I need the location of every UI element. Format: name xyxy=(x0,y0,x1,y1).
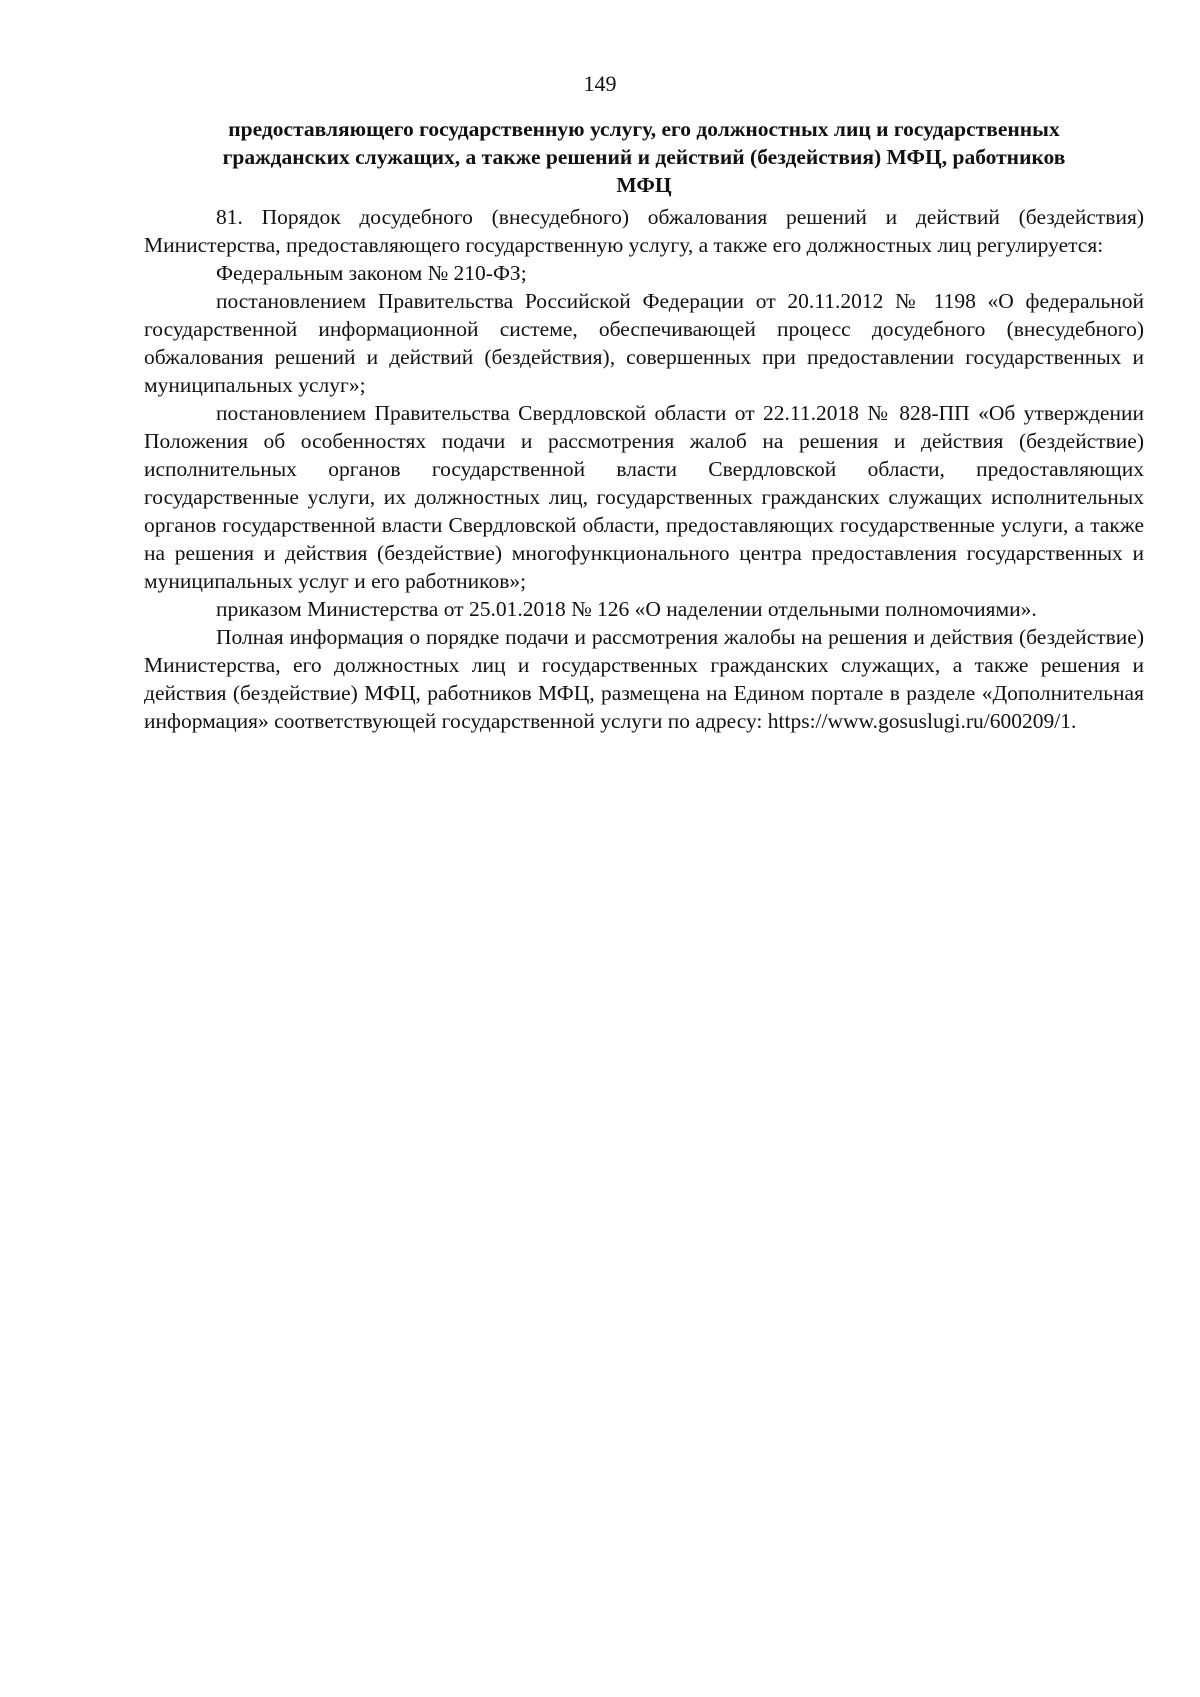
heading-line-2: гражданских служащих, а также решений и действий (бездействия) МФЦ, работников xyxy=(222,145,1066,169)
paragraph-government-resolution-sverdlovsk: постановлением Правительства Свердловской области от 22.11.2018 № 828-ПП «Об утверждении Положения об особенностях подачи и рассмотрения жалоб на решения и действия (бездействие) исполнительных органов государственной власти Свердловской области, предоставляющих государственные услуги, их должностных лиц, государственных гражданских служащих исполнительных органов государственной власти Свердловской области, предоставляющих государственные услуги, а также на решения и действия (бездействие) многофункционального центра предоставления государственных и муниципальных услуг и его работников»; xyxy=(144,401,1144,593)
paragraph-ministry-order: приказом Министерства от 25.01.2018 № 126 «О наделении отдельными полномочиями». xyxy=(216,597,1037,621)
paragraph-government-resolution-rf: постановлением Правительства Российской Федерации от 20.11.2012 № 1198 «О федеральной государственной информационной системе, обеспечивающей процесс досудебного (внесудебного) обжалования решений и действий (бездействия), совершенных при предоставлении государственных и муниципальных услуг»; xyxy=(144,289,1144,397)
document-body xyxy=(144,115,1144,735)
paragraph-81: 81. Порядок досудебного (внесудебного) обжалования решений и действий (бездействия) Министерства, предоставляющего государственную услугу, а также его должностных лиц регулируется: xyxy=(144,205,1144,257)
page-number: 149 xyxy=(583,71,617,96)
paragraph-federal-law: Федеральным законом № 210-ФЗ; xyxy=(216,261,527,285)
heading-line-3: МФЦ xyxy=(616,173,672,197)
heading-line-1: предоставляющего государственную услугу, его должностных лиц и государственных xyxy=(228,117,1060,141)
section-heading xyxy=(144,115,1144,199)
paragraph-full-information: Полная информация о порядке подачи и рассмотрения жалобы на решения и действия (бездействие) Министерства, его должностных лиц и государственных гражданских служащих, а также решения и действия (бездействие) МФЦ, работников МФЦ, размещена на Едином портале в разделе «Дополнительная информация» соответствующей государственной услуги по адресу: https://www.gosuslugi.ru/600209/1. xyxy=(144,625,1144,733)
